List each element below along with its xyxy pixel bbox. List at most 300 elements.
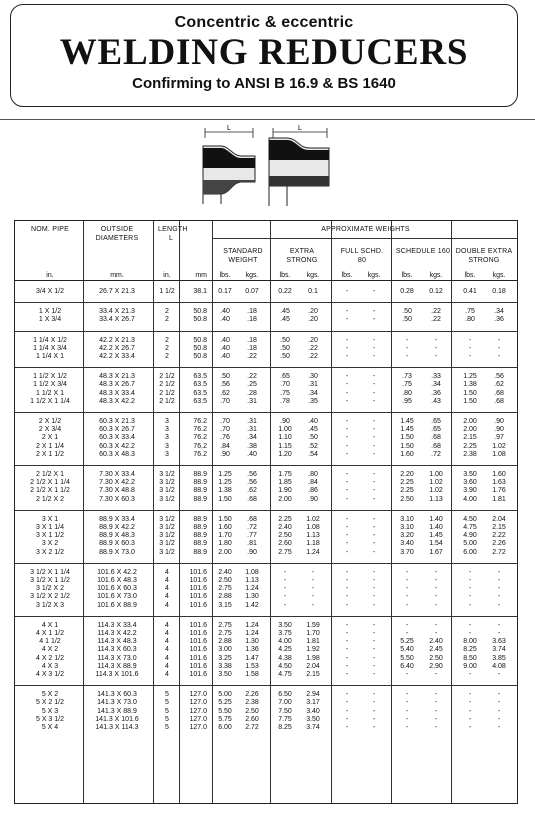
table-cell: 101.6 [189, 568, 207, 576]
table-cell: 8.25 [463, 646, 477, 654]
table-cell: - [283, 568, 287, 576]
table-cell: 1.10 [278, 434, 292, 442]
table-cell: 2.25 [278, 515, 292, 523]
table-cell: - [405, 691, 409, 699]
table-cell: 0.1 [308, 288, 318, 295]
subtitle: Concentric & eccentric [174, 14, 354, 31]
table-cell: 101.6 X 88.9 [97, 601, 137, 609]
group-divider [15, 510, 517, 511]
table-cell: .18 [247, 336, 257, 344]
table-cell: 4.00 [463, 495, 477, 503]
table-cell: - [405, 344, 409, 352]
table-cell: 2 1/2 X 1 [35, 471, 65, 478]
table-cell: .50 [220, 373, 230, 381]
table-cell: - [497, 344, 501, 352]
table-cell: 5.40 [400, 646, 414, 654]
eccentric-reducer-drawing [269, 128, 329, 206]
table-cell: 2.72 [245, 724, 259, 731]
table-cell: .22 [247, 373, 257, 381]
table-cell: 1.50 [463, 397, 477, 405]
table-cell: 0.07 [245, 288, 259, 295]
table-cell: 1.13 [245, 577, 259, 584]
table-cell: .77 [247, 532, 257, 540]
table-cell: - [372, 621, 376, 629]
table-cell: - [372, 434, 376, 442]
table-cell: .90 [280, 418, 290, 425]
table-cell: .30 [308, 373, 318, 381]
table-cell: - [468, 585, 472, 593]
table-cell: 7.00 [278, 699, 292, 707]
table-cell: 3 [165, 442, 169, 450]
table-cell: 4 [165, 671, 169, 678]
table-cell: - [345, 426, 349, 434]
table-cell: .18 [247, 316, 257, 324]
table-cell: 88.9 [193, 524, 207, 531]
table-cell: 1.25 [463, 373, 477, 381]
table-cell: 1.40 [429, 524, 443, 531]
table-cell: - [434, 336, 438, 344]
table-cell: - [497, 568, 501, 576]
table-cell: 50.8 [193, 316, 207, 324]
table-cell: 63.5 [193, 397, 207, 405]
table-cell: 3 [165, 426, 169, 434]
table-cell: .36 [431, 389, 441, 397]
table-cell: 5.00 [218, 691, 232, 699]
page-title: WELDING REDUCERS [59, 32, 469, 73]
table-cell: - [434, 568, 438, 576]
table-cell: 2.50 [245, 707, 259, 715]
table-cell: 2.00 [218, 548, 232, 556]
table-cell: 88.9 [193, 495, 207, 503]
table-cell: 1.45 [429, 532, 443, 540]
table-cell: 0.17 [218, 288, 232, 295]
table-cell: 48.3 X 42.2 [99, 397, 135, 405]
table-cell: 101.6 [189, 585, 207, 593]
table-cell: 5 [165, 691, 169, 699]
table-cell: 101.6 [189, 601, 207, 609]
table-cell: 6.40 [400, 662, 414, 670]
table-cell: 0.18 [492, 288, 506, 295]
table-cell: - [497, 715, 501, 723]
table-cell: - [405, 707, 409, 715]
table-cell: - [434, 601, 438, 609]
table-cell: 2.50 [278, 532, 292, 540]
table-cell: 3 X 1 1/2 [35, 532, 65, 540]
table-cell: 3.74 [492, 646, 506, 654]
table-cell: - [311, 585, 315, 593]
table-cell: 48.3 X 21.3 [99, 373, 135, 381]
table-cell: 88.9 [193, 532, 207, 540]
table-cell: 1.90 [278, 487, 292, 495]
table-cell: 2.75 [278, 548, 292, 556]
table-cell: - [345, 585, 349, 593]
table-cell: 1.81 [492, 495, 506, 503]
table-cell: 1.40 [429, 515, 443, 523]
table-cell: - [345, 638, 349, 646]
table-cell: 3 1/2 [159, 487, 175, 495]
table-cell: - [283, 593, 287, 601]
table-cell: - [372, 479, 376, 487]
table-cell: 3 1/2 X 1 1/2 [30, 577, 70, 584]
table-cell: 2 X 1/2 [38, 418, 62, 425]
table-cell: - [468, 344, 472, 352]
table-cell: - [372, 308, 376, 316]
table-cell: - [311, 577, 315, 584]
table-cell: 2.88 [218, 593, 232, 601]
table-cell: 1.18 [306, 540, 320, 548]
table-cell: 88.9 [193, 471, 207, 478]
table-cell: 3 1/2 [159, 471, 175, 478]
table-cell: 2 X 1 1/4 [35, 442, 65, 450]
table-cell: 2.15 [306, 671, 320, 678]
table-cell: 3 1/2 [159, 495, 175, 503]
table-cell: - [372, 630, 376, 637]
table-cell: 1.92 [306, 646, 320, 654]
table-cell: .78 [280, 397, 290, 405]
header-divider [0, 119, 535, 120]
table-cell: - [434, 593, 438, 601]
table-cell: - [283, 601, 287, 609]
table-cell: 3 1/2 [159, 540, 175, 548]
table-cell: - [345, 577, 349, 584]
table-cell: - [405, 621, 409, 629]
length-label-left: L [227, 125, 231, 132]
table-cell: 3 1/2 X 2 [35, 585, 65, 593]
table-cell: 114.3 X 60.3 [97, 646, 137, 654]
table-cell: 33.4 X 21.3 [99, 308, 135, 316]
table-cell: - [372, 524, 376, 531]
table-cell: - [405, 715, 409, 723]
table-cell: 101.6 [189, 638, 207, 646]
table-cell: 7.75 [278, 715, 292, 723]
table-cell: .50 [280, 344, 290, 352]
table-cell: - [345, 532, 349, 540]
table-cell: 3.20 [400, 532, 414, 540]
table-cell: 33.4 X 26.7 [99, 316, 135, 324]
table-cell: 3 1/2 [159, 515, 175, 523]
column-divider [451, 221, 452, 803]
table-cell: .68 [431, 442, 441, 450]
table-cell: .34 [494, 308, 504, 316]
table-cell: - [405, 568, 409, 576]
table-cell: 1.38 [218, 487, 232, 495]
table-cell: 141.3 X 60.3 [97, 691, 137, 699]
table-cell: - [497, 630, 501, 637]
unit-label: lbs. [464, 272, 476, 279]
table-cell: .22 [247, 353, 257, 360]
table-cell: 9.00 [463, 662, 477, 670]
table-cell: 3.25 [218, 654, 232, 662]
table-cell: - [372, 426, 376, 434]
table-cell: .62 [494, 381, 504, 389]
table-cell: 0.28 [400, 288, 414, 295]
table-cell: - [345, 540, 349, 548]
table-cell: 3 [165, 450, 169, 458]
table-cell: 2.04 [492, 515, 506, 523]
table-cell: 3 1/2 [159, 524, 175, 531]
table-cell: .75 [402, 381, 412, 389]
table-cell: - [345, 397, 349, 405]
table-cell: .80 [402, 389, 412, 397]
table-cell: 4 [165, 630, 169, 637]
table-cell: 4.25 [278, 646, 292, 654]
table-cell: - [468, 336, 472, 344]
table-cell: - [468, 568, 472, 576]
table-cell: 2.15 [463, 434, 477, 442]
table-cell: - [372, 691, 376, 699]
table-cell: - [405, 724, 409, 731]
table-cell: 3.50 [218, 671, 232, 678]
table-cell: - [405, 577, 409, 584]
table-cell: 63.5 [193, 389, 207, 397]
table-cell: 1.50 [400, 442, 414, 450]
table-cell: - [372, 532, 376, 540]
table-cell: 88.9 X 42.2 [99, 524, 135, 531]
table-cell: 4 [165, 577, 169, 584]
table-cell: 2 [165, 308, 169, 316]
table-cell: 3.15 [218, 601, 232, 609]
table-cell: .31 [247, 397, 257, 405]
table-cell: 4 [165, 638, 169, 646]
table-cell: 2.88 [218, 638, 232, 646]
table-cell: 4 X 3 1/2 [35, 671, 65, 678]
table-cell: 3 1/2 X 3 [35, 601, 65, 609]
title-panel [10, 4, 518, 107]
table-cell: 1.30 [245, 593, 259, 601]
group-divider [15, 331, 517, 332]
header-divider-line [212, 238, 517, 239]
table-cell: .20 [308, 308, 318, 316]
table-cell: 3/4 X 1/2 [35, 288, 65, 295]
table-cell: - [345, 344, 349, 352]
table-cell: - [345, 621, 349, 629]
table-cell: 2 [165, 344, 169, 352]
table-cell: 2 [165, 316, 169, 324]
table-cell: 1.60 [400, 450, 414, 458]
table-cell: .50 [308, 434, 318, 442]
table-cell: - [345, 707, 349, 715]
header-length: LENGTH L [158, 226, 188, 242]
table-cell: - [497, 671, 501, 678]
table-cell: 88.9 [193, 487, 207, 495]
table-cell: .56 [220, 381, 230, 389]
table-cell: - [345, 442, 349, 450]
table-cell: 1 1/2 [159, 288, 175, 295]
table-cell: .90 [494, 418, 504, 425]
table-cell: 42.2 X 26.7 [99, 344, 135, 352]
table-cell: - [497, 336, 501, 344]
standard-note: Confirming to ANSI B 16.9 & BS 1640 [132, 75, 396, 92]
table-cell: 114.3 X 33.4 [97, 621, 137, 629]
table-cell: 2.25 [400, 479, 414, 487]
table-cell: 2.50 [400, 495, 414, 503]
table-cell: - [372, 707, 376, 715]
table-cell: 3.10 [400, 524, 414, 531]
table-cell: 3 1/2 X 2 1/2 [30, 593, 70, 601]
table-cell: .75 [280, 389, 290, 397]
table-cell: - [497, 621, 501, 629]
table-cell: .76 [220, 434, 230, 442]
table-cell: - [497, 707, 501, 715]
table-cell: 4.50 [278, 662, 292, 670]
group-divider [15, 367, 517, 368]
table-cell: 3.40 [306, 707, 320, 715]
table-cell: 4 X 3 [41, 662, 59, 670]
table-cell: 4 [165, 662, 169, 670]
group-divider [15, 465, 517, 466]
table-cell: - [345, 715, 349, 723]
table-cell: - [345, 524, 349, 531]
table-cell: 3 [165, 434, 169, 442]
table-cell: 7.50 [278, 707, 292, 715]
table-cell: 5.75 [218, 715, 232, 723]
table-cell: 2.00 [278, 495, 292, 503]
table-cell: 60.3 X 26.7 [99, 426, 135, 434]
table-cell: 3.50 [278, 621, 292, 629]
table-cell: 2.50 [218, 577, 232, 584]
table-cell: 76.2 [193, 450, 207, 458]
unit-label: mm [195, 272, 207, 279]
table-cell: 127.0 [189, 724, 207, 731]
table-cell: - [345, 471, 349, 478]
table-cell: 2.00 [463, 426, 477, 434]
table-cell: 1.13 [306, 532, 320, 540]
group-divider [15, 685, 517, 686]
table-cell: - [372, 373, 376, 381]
table-cell: 1 X 3/4 [38, 316, 62, 324]
table-cell: 7.30 X 48.8 [99, 487, 135, 495]
table-cell: 42.2 X 33.4 [99, 353, 135, 360]
table-cell: .90 [494, 426, 504, 434]
table-cell: - [468, 577, 472, 584]
table-cell: 1.58 [245, 671, 259, 678]
table-cell: 88.9 X 73.0 [99, 548, 135, 556]
table-cell: 3 X 1 [41, 515, 59, 523]
table-cell: 5 [165, 707, 169, 715]
table-cell: - [345, 515, 349, 523]
table-cell: 3.17 [306, 699, 320, 707]
table-cell: - [405, 353, 409, 360]
unit-label: lbs. [279, 272, 291, 279]
table-cell: 1 1/2 X 1/2 [33, 373, 67, 381]
table-cell: 3.63 [492, 638, 506, 646]
table-cell: - [434, 724, 438, 731]
table-cell: - [372, 699, 376, 707]
table-cell: 1.53 [245, 662, 259, 670]
table-cell: .50 [402, 316, 412, 324]
table-cell: .73 [402, 373, 412, 381]
table-cell: .56 [247, 471, 257, 478]
table-cell: 2 1/2 [159, 373, 175, 381]
table-cell: .45 [308, 426, 318, 434]
table-cell: 141.3 X 101.6 [95, 715, 139, 723]
table-cell: 5.25 [218, 699, 232, 707]
table-cell: 3.70 [400, 548, 414, 556]
table-cell: 76.2 [193, 418, 207, 425]
table-cell: 1.60 [492, 471, 506, 478]
table-cell: 101.6 [189, 577, 207, 584]
table-cell: - [405, 601, 409, 609]
column-divider [391, 221, 392, 803]
table-cell: - [434, 621, 438, 629]
table-cell: - [372, 471, 376, 478]
table-cell: 2.90 [429, 662, 443, 670]
table-cell: 1 1/4 X 1 [35, 353, 65, 360]
table-cell: .22 [431, 316, 441, 324]
table-cell: 2 1/2 X 2 [35, 495, 65, 503]
table-cell: - [372, 397, 376, 405]
table-cell: 6.50 [278, 691, 292, 699]
column-divider [331, 221, 332, 803]
table-cell: 7.30 X 42.2 [99, 479, 135, 487]
table-cell: - [372, 389, 376, 397]
table-cell: 1.00 [429, 471, 443, 478]
table-cell: .31 [247, 418, 257, 425]
table-cell: 6.00 [463, 548, 477, 556]
table-cell: 5 [165, 699, 169, 707]
table-cell: 2 1/2 [159, 389, 175, 397]
table-cell: - [345, 353, 349, 360]
table-cell: - [372, 646, 376, 654]
table-cell: 4 [165, 621, 169, 629]
table-cell: 2.60 [245, 715, 259, 723]
table-cell: 101.6 [189, 662, 207, 670]
table-cell: .54 [308, 450, 318, 458]
table-cell: - [283, 585, 287, 593]
table-cell: 141.3 X 73.0 [97, 699, 137, 707]
table-cell: 1 X 1/2 [38, 308, 62, 316]
table-cell: .56 [247, 479, 257, 487]
table-cell: .86 [308, 487, 318, 495]
table-cell: 5.50 [400, 654, 414, 662]
table-cell: 4 [165, 646, 169, 654]
table-cell: - [468, 601, 472, 609]
table-cell: 1.15 [278, 442, 292, 450]
table-cell: 1 1/4 X 3/4 [33, 344, 67, 352]
table-cell: 101.6 [189, 593, 207, 601]
table-cell: - [345, 373, 349, 381]
table-cell: .56 [494, 373, 504, 381]
table-cell: 3.10 [400, 515, 414, 523]
table-cell: 4.38 [278, 654, 292, 662]
table-cell: .22 [308, 344, 318, 352]
group-divider [15, 563, 517, 564]
table-cell: - [345, 724, 349, 731]
table-cell: 60.3 X 21.3 [99, 418, 135, 425]
table-cell: .31 [247, 426, 257, 434]
table-cell: 127.0 [189, 691, 207, 699]
table-cell: 1.76 [492, 487, 506, 495]
table-cell: 1.75 [278, 471, 292, 478]
table-cell: .33 [431, 373, 441, 381]
table-cell: - [311, 593, 315, 601]
table-cell: 1.02 [492, 442, 506, 450]
table-cell: - [434, 353, 438, 360]
table-cell: 1.45 [400, 426, 414, 434]
table-cell: .45 [280, 308, 290, 316]
table-cell: - [283, 577, 287, 584]
unit-label: kgs. [429, 272, 443, 279]
table-cell: .68 [247, 495, 257, 503]
table-cell: 1.70 [306, 630, 320, 637]
table-cell: - [372, 715, 376, 723]
header-outside-diameters: OUTSIDE DIAMETERS [95, 226, 139, 242]
table-cell: 2.75 [218, 630, 232, 637]
table-cell: 101.6 [189, 646, 207, 654]
table-cell: - [345, 308, 349, 316]
table-cell: 88.9 X 60.3 [99, 540, 135, 548]
unit-label: lbs. [401, 272, 413, 279]
